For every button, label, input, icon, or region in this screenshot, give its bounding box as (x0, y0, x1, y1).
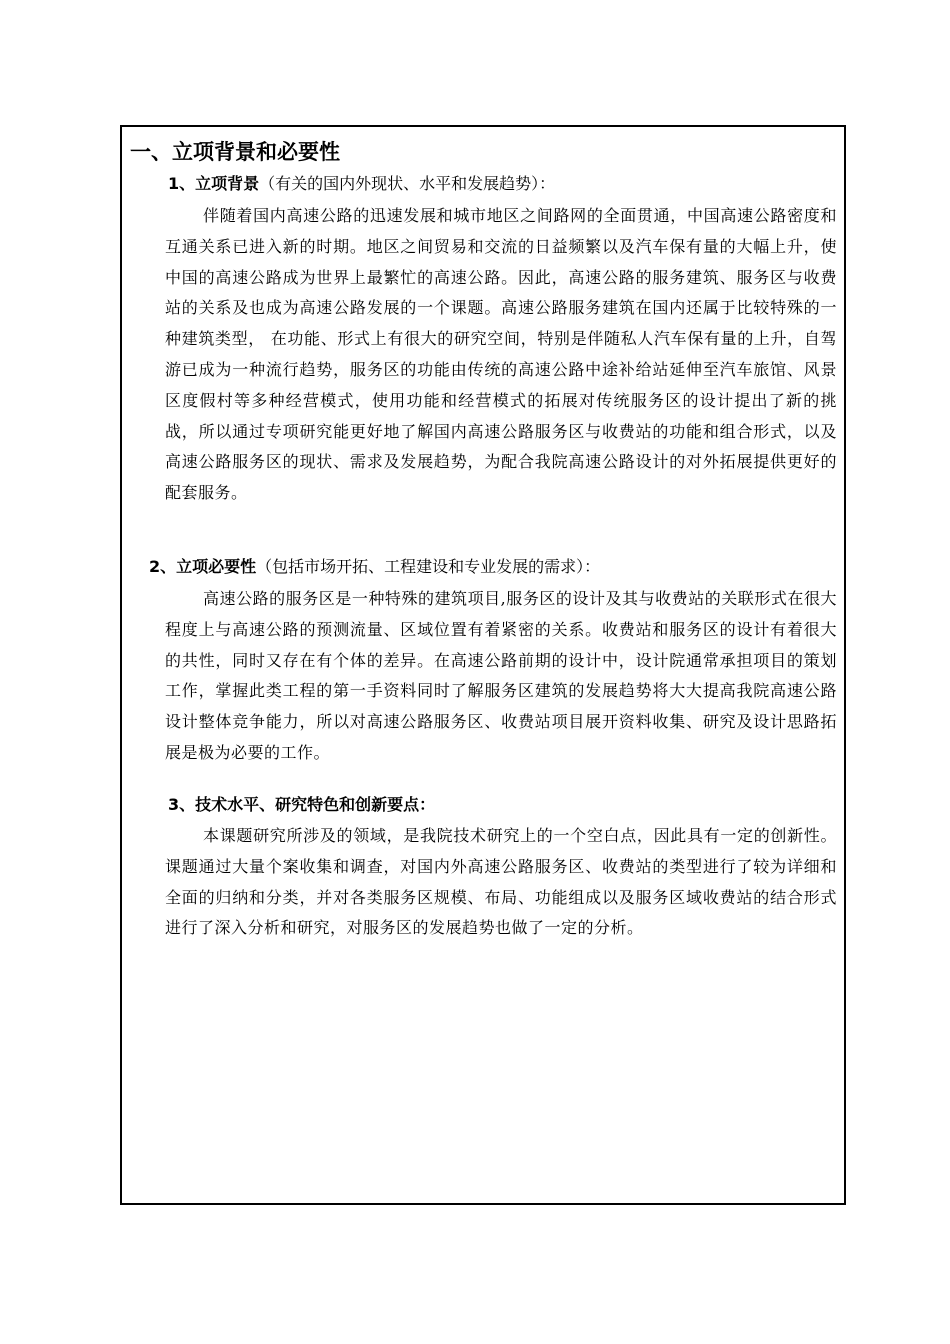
item-1-heading (168, 172, 555, 196)
item-3-heading (168, 793, 435, 817)
item-2-label: 2、立项必要性 (149, 557, 257, 576)
item-2-heading (149, 555, 600, 579)
item-2-paragraph: 高速公路的服务区是一种特殊的建筑项目,服务区的设计及其与收费站的关联形式在很大程度上与高速公路的预测流量、区域位置有着紧密的关系。收费站和服务区的设计有着很大的共性，同时又存在有个体的差异。在高速公路前期的设计中，设计院通常承担项目的策划工作，掌握此类工程的第一手资料同时了解服务区建筑的发展趋势将大大提高我院高速公路设计整体竞争能力，所以对高速公路服务区、收费站项目展开资料收集、研究及设计思路拓展是极为必要的工作。 (165, 589, 837, 762)
item-3-label: 3、技术水平、研究特色和创新要点： (168, 795, 436, 814)
item-1-label: 1、立项背景 (168, 174, 260, 193)
item-2-note: （包括市场开拓、工程建设和专业发展的需求）： (256, 557, 601, 576)
item-1-note: （有关的国内外现状、水平和发展趋势）： (259, 174, 556, 193)
item-3-paragraph: 本课题研究所涉及的领域，是我院技术研究上的一个空白点，因此具有一定的创新性。课题通过大量个案收集和调查，对国内外高速公路服务区、收费站的类型进行了较为详细和全面的归纳和分类，并对各类服务区规模、布局、功能组成以及服务区域收费站的结合形式进行了深入分析和研究，对服务区的发展趋势也做了一定的分析。 (165, 826, 837, 938)
section-title: 一、立项背景和必要性 (130, 140, 340, 164)
item-1-paragraph: 伴随着国内高速公路的迅速发展和城市地区之间路网的全面贯通，中国高速公路密度和互通关系已进入新的时期。地区之间贸易和交流的日益频繁以及汽车保有量的大幅上升，使中国的高速公路成为世界上最繁忙的高速公路。因此，高速公路的服务建筑、服务区与收费站的关系及也成为高速公路发展的一个课题。高速公路服务建筑在国内还属于比较特殊的一种建筑类型， 在功能、形式上有很大的研究空间，特别是伴随私人汽车保有量的上升，自驾游已成为一种流行趋势，服务区的功能由传统的高速公路中途补给站延伸至汽车旅馆、风景区度假村等多种经营模式，使用功能和经营模式的拓展对传统服务区的设计提出了新的挑战，所以通过专项研究能更好地了解国内高速公路服务区与收费站的功能和组合形式，以及高速公路服务区的现状、需求及发展趋势，为配合我院高速公路设计的对外拓展提供更好的配套服务。 (165, 206, 837, 503)
